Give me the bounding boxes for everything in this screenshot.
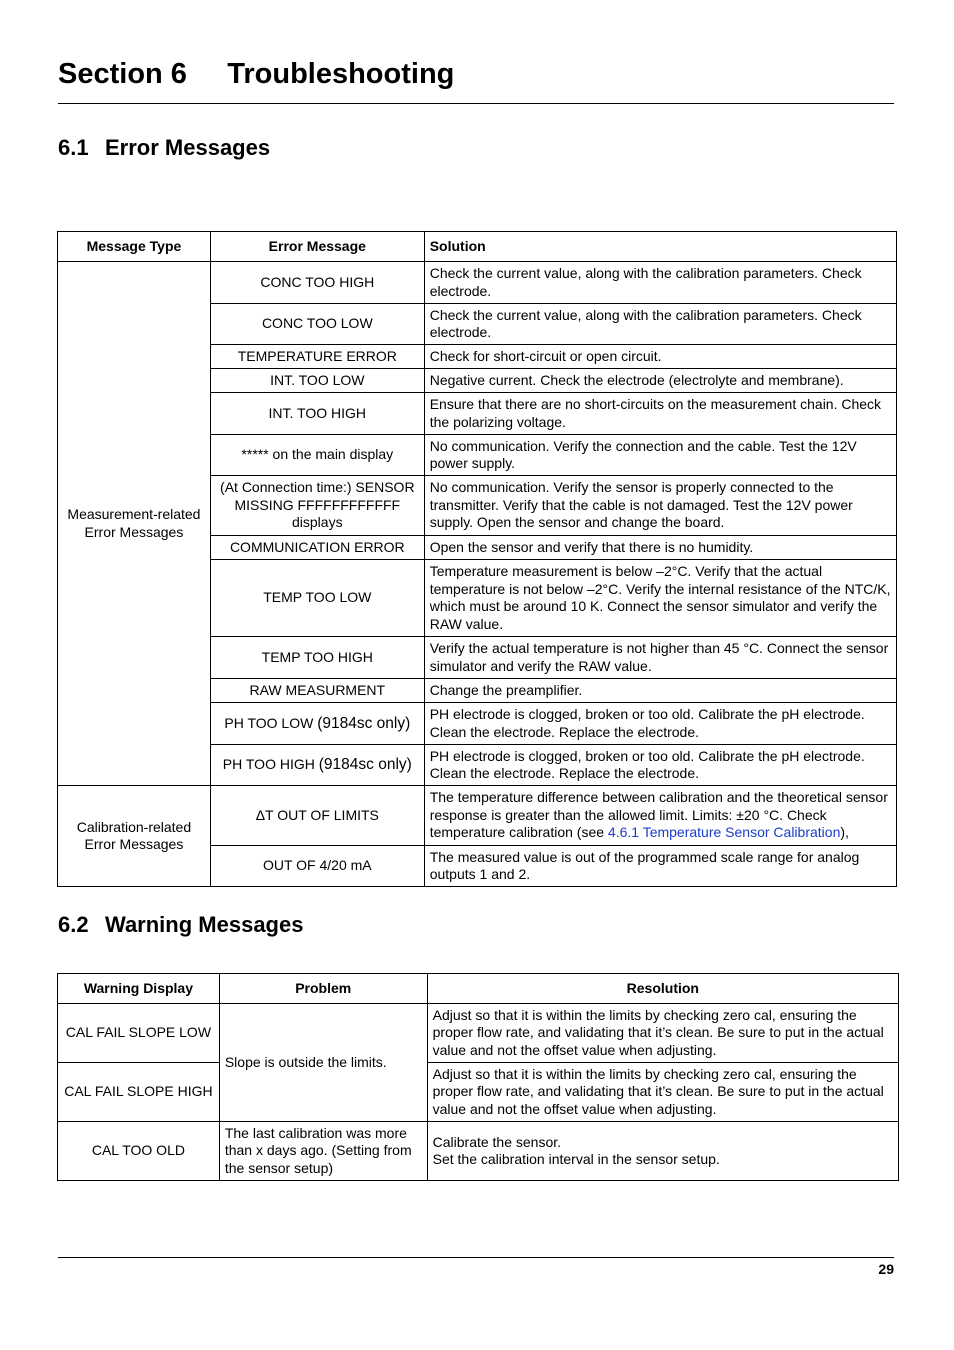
table-row bbox=[58, 1063, 899, 1122]
resolution-line: Set the calibration interval in the sensor setup. bbox=[432, 1151, 720, 1167]
error-message-cell: RAW MEASURMENT bbox=[210, 679, 424, 703]
solution-cell: Verify the actual temperature is not higher than 45 °C. Connect the sensor simulator and verify the RAW value. bbox=[424, 637, 896, 679]
section-number: Section 6 bbox=[58, 58, 187, 90]
solution-cell: PH electrode is clogged, broken or too old. Calibrate the pH electrode. Clean the electrode. Replace the electrode. bbox=[424, 703, 896, 745]
column-header: Message Type bbox=[58, 232, 211, 262]
error-message-cell bbox=[210, 745, 424, 786]
error-message-cell: CONC TOO LOW bbox=[210, 304, 424, 345]
error-message-cell: TEMP TOO LOW bbox=[210, 560, 424, 637]
table-row bbox=[58, 1122, 899, 1181]
error-message-cell: OUT OF 4/20 mA bbox=[210, 846, 424, 887]
solution-cell: Open the sensor and verify that there is no humidity. bbox=[424, 536, 896, 560]
resolution-line: Calibrate the sensor. bbox=[432, 1133, 562, 1150]
solution-cell: Check the current value, along with the calibration parameters. Check electrode. bbox=[424, 262, 896, 304]
solution-text: The temperature difference between calibration and the theoretical sensor response is greater than the allowed limit. Limits: ±20 °C. Check temperature calibration (see bbox=[429, 789, 888, 841]
column-header: Solution bbox=[424, 232, 896, 262]
cross-reference-link[interactable]: 4.6.1 Temperature Sensor Calibration bbox=[607, 824, 841, 841]
solution-cell: Check the current value, along with the calibration parameters. Check electrode. bbox=[424, 304, 896, 345]
table-row bbox=[58, 262, 897, 304]
column-header: Problem bbox=[219, 974, 427, 1004]
message-type-cell: Calibration-related Error Messages bbox=[58, 786, 211, 887]
table-header-row bbox=[58, 974, 899, 1004]
table-row bbox=[58, 786, 897, 846]
section-title bbox=[58, 58, 454, 91]
column-header: Warning Display bbox=[58, 974, 220, 1004]
error-messages-heading bbox=[58, 135, 270, 161]
error-message-cell: (At Connection time:) SENSOR MISSING FFFFFFFFFFFF displays bbox=[210, 476, 424, 536]
solution-cell: No communication. Verify the connection and the cable. Test the 12V power supply. bbox=[424, 435, 896, 476]
table-row bbox=[58, 1004, 899, 1063]
solution-cell: PH electrode is clogged, broken or too old. Calibrate the pH electrode. Clean the electrode. Replace the electrode. bbox=[424, 745, 896, 786]
problem-cell: Slope is outside the limits. bbox=[219, 1004, 427, 1122]
solution-cell bbox=[424, 786, 896, 846]
error-message-cell: TEMPERATURE ERROR bbox=[210, 345, 424, 369]
section-divider bbox=[58, 103, 894, 104]
resolution-cell: Adjust so that it is within the limits by checking zero cal, ensuring the proper flow rate, and validating that it’s clean. Be sure to put in the actual value and not the offset value when adjusting. bbox=[427, 1004, 898, 1063]
error-messages-table bbox=[57, 231, 897, 887]
column-header: Error Message bbox=[210, 232, 424, 262]
problem-cell: The last calibration was more than x days ago. (Setting from the sensor setup) bbox=[219, 1122, 427, 1181]
resolution-cell bbox=[427, 1122, 898, 1181]
warning-messages-table bbox=[57, 973, 899, 1181]
solution-cell: Check for short-circuit or open circuit. bbox=[424, 345, 896, 369]
error-message-cell bbox=[210, 703, 424, 745]
message-type-cell: Measurement-related Error Messages bbox=[58, 262, 211, 786]
resolution-cell: Adjust so that it is within the limits by checking zero cal, ensuring the proper flow rate, and validating that it’s clean. Be sure to put in the actual value and not the offset value when adjusting. bbox=[427, 1063, 898, 1122]
solution-cell: The measured value is out of the programmed scale range for analog outputs 1 and 2. bbox=[424, 846, 896, 887]
solution-cell: Negative current. Check the electrode (electrolyte and membrane). bbox=[424, 369, 896, 393]
error-message-text: PH TOO LOW bbox=[224, 714, 314, 731]
warning-messages-heading bbox=[58, 912, 303, 938]
warning-display-cell: CAL FAIL SLOPE LOW bbox=[58, 1004, 220, 1063]
table-header-row bbox=[58, 232, 897, 262]
error-message-cell: TEMP TOO HIGH bbox=[210, 637, 424, 679]
error-message-cell: CONC TOO HIGH bbox=[210, 262, 424, 304]
error-message-cell: INT. TOO HIGH bbox=[210, 393, 424, 435]
error-message-cell: COMMUNICATION ERROR bbox=[210, 536, 424, 560]
error-message-cell: ΔT OUT OF LIMITS bbox=[210, 786, 424, 846]
footer-divider bbox=[58, 1257, 894, 1258]
heading-text: Warning Messages bbox=[105, 912, 304, 937]
warning-display-cell: CAL FAIL SLOPE HIGH bbox=[58, 1063, 220, 1122]
heading-number: 6.2 bbox=[58, 912, 89, 937]
error-message-text: PH TOO HIGH bbox=[222, 756, 315, 773]
heading-text: Error Messages bbox=[105, 135, 271, 160]
solution-cell: No communication. Verify the sensor is properly connected to the transmitter. Verify that the cable is not damaged. Test the 12V power supply. Open the sensor and change the board. bbox=[424, 476, 896, 536]
page-number: 29 bbox=[878, 1261, 894, 1277]
solution-cell: Change the preamplifier. bbox=[424, 679, 896, 703]
model-note: (9184sc only) bbox=[318, 756, 412, 774]
column-header: Resolution bbox=[427, 974, 898, 1004]
solution-text-end: ), bbox=[840, 824, 849, 841]
error-message-cell: ***** on the main display bbox=[210, 435, 424, 476]
model-note: (9184sc only) bbox=[317, 714, 411, 732]
section-name: Troubleshooting bbox=[227, 58, 455, 90]
heading-number: 6.1 bbox=[58, 135, 89, 160]
solution-cell: Temperature measurement is below –2°C. Verify that the actual temperature is not below –2°C. Verify the internal resistance of the NTC/K, which must be around 10 K. Connect the sensor simulator and verify the RAW value. bbox=[424, 560, 896, 637]
solution-cell: Ensure that there are no short-circuits on the measurement chain. Check the polarizing voltage. bbox=[424, 393, 896, 435]
error-message-cell: INT. TOO LOW bbox=[210, 369, 424, 393]
warning-display-cell: CAL TOO OLD bbox=[58, 1122, 220, 1181]
